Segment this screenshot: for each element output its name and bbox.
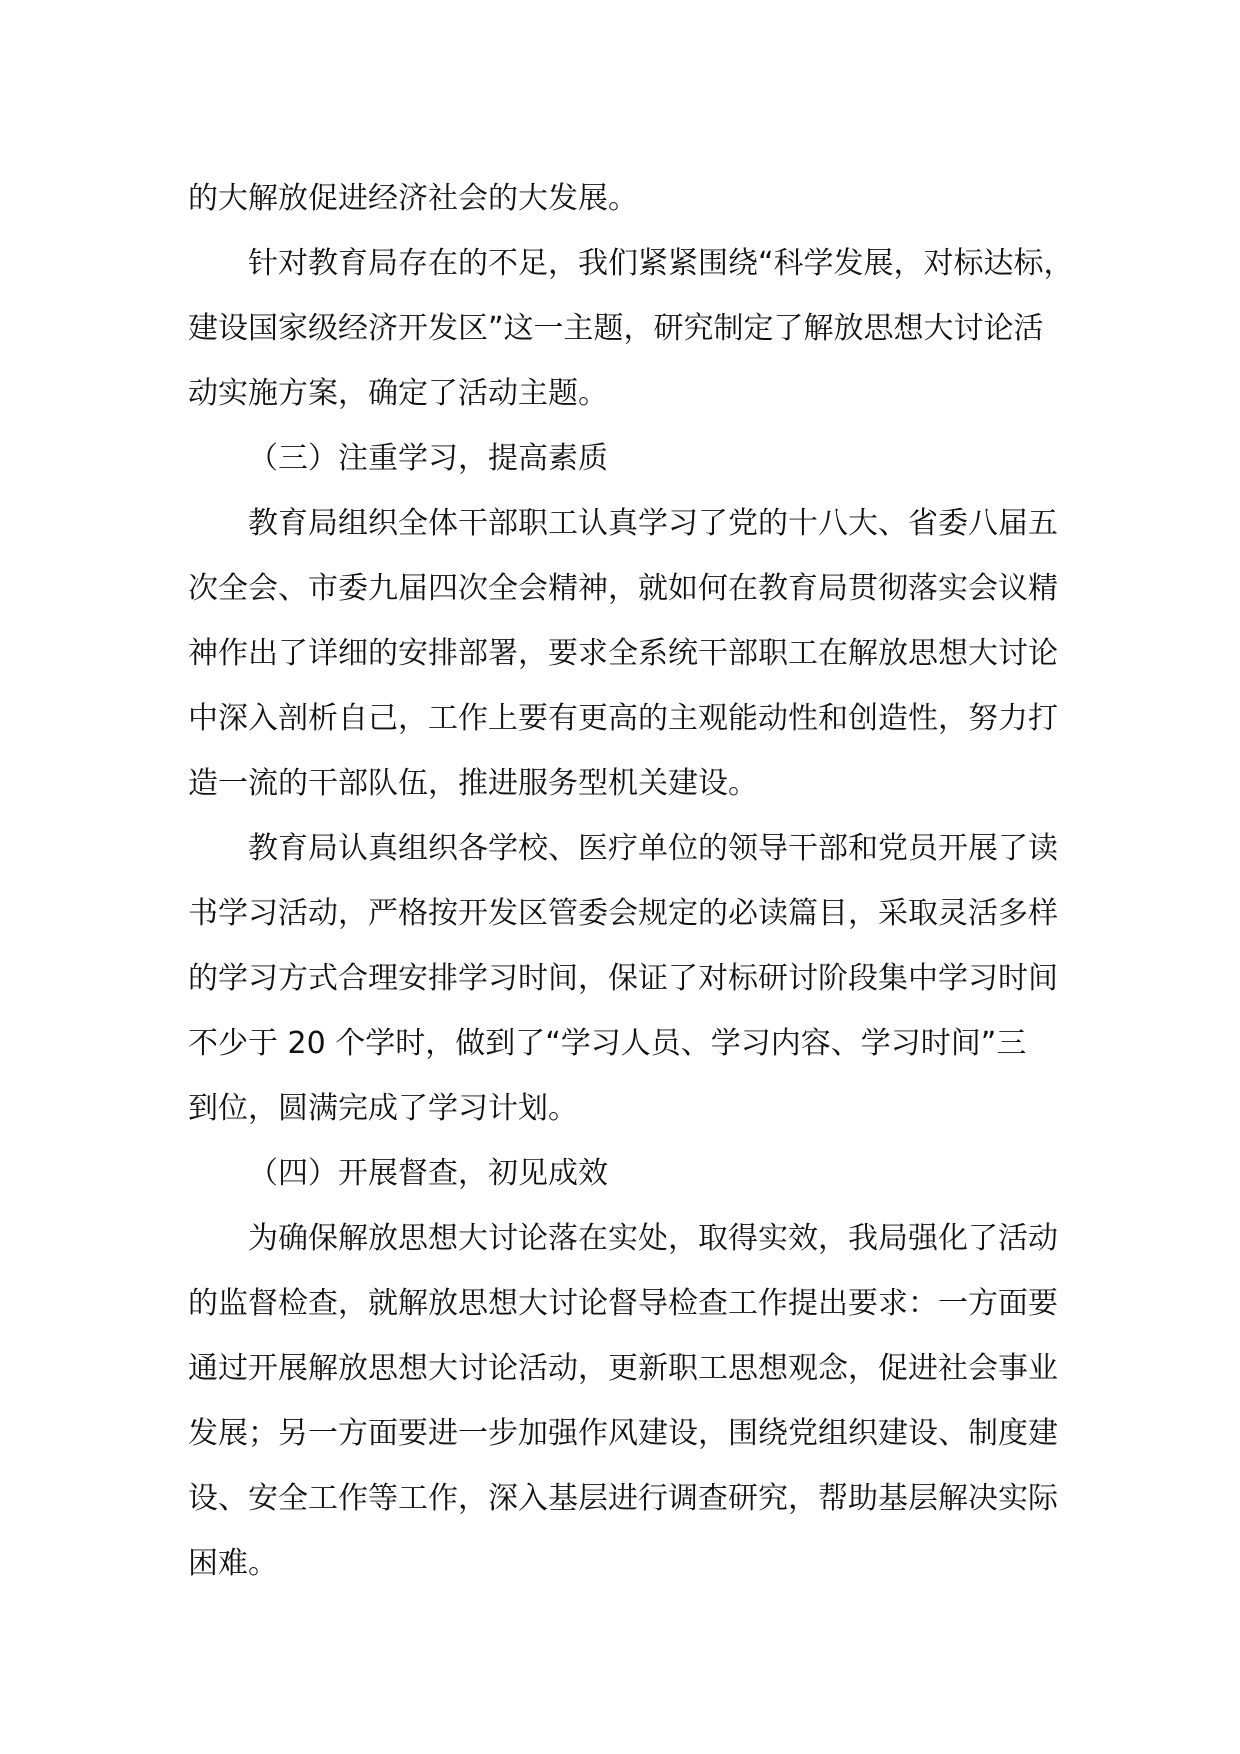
body-line: 通过开展解放思想大讨论活动，更新职工思想观念，促进社会事业 — [188, 1351, 1058, 1386]
body-line: 不少于 20 个学时，做到了“学习人员、学习内容、学习时间”三 — [188, 1026, 1027, 1061]
body-line: 建设国家级经济开发区”这一主题，研究制定了解放思想大讨论活 — [188, 311, 1044, 346]
body-line: 设、安全工作等工作，深入基层进行调查研究，帮助基层解决实际 — [188, 1481, 1058, 1516]
section-heading-4: （四）开展督查，初见成效 — [248, 1156, 608, 1191]
paragraph-first-line: 针对教育局存在的不足，我们紧紧围绕“科学发展，对标达标， — [248, 246, 1074, 281]
paragraph-first-line: 教育局组织全体干部职工认真学习了党的十八大、省委八届五 — [248, 506, 1058, 541]
body-line: 发展；另一方面要进一步加强作风建设，围绕党组织建设、制度建 — [188, 1416, 1058, 1451]
body-line: 到位，圆满完成了学习计划。 — [188, 1091, 578, 1126]
body-line: 书学习活动，严格按开发区管委会规定的必读篇目，采取灵活多样 — [188, 896, 1058, 931]
body-line: 次全会、市委九届四次全会精神，就如何在教育局贯彻落实会议精 — [188, 571, 1058, 606]
section-heading-3: （三）注重学习，提高素质 — [248, 441, 608, 476]
paragraph-first-line: 教育局认真组织各学校、医疗单位的领导干部和党员开展了读 — [248, 831, 1058, 866]
body-line: 困难。 — [188, 1546, 278, 1581]
document-body — [188, 166, 1078, 1596]
body-line: 动实施方案，确定了活动主题。 — [188, 376, 608, 411]
body-line: 的学习方式合理安排学习时间，保证了对标研讨阶段集中学习时间 — [188, 961, 1058, 996]
paragraph-first-line: 为确保解放思想大讨论落在实处，取得实效，我局强化了活动 — [248, 1221, 1058, 1256]
body-line: 的监督检查，就解放思想大讨论督导检查工作提出要求：一方面要 — [188, 1286, 1058, 1321]
body-line: 神作出了详细的安排部署，要求全系统干部职工在解放思想大讨论 — [188, 636, 1058, 671]
body-line: 的大解放促进经济社会的大发展。 — [188, 181, 638, 216]
body-line: 中深入剖析自己，工作上要有更高的主观能动性和创造性，努力打 — [188, 701, 1058, 736]
body-line: 造一流的干部队伍，推进服务型机关建设。 — [188, 766, 758, 801]
